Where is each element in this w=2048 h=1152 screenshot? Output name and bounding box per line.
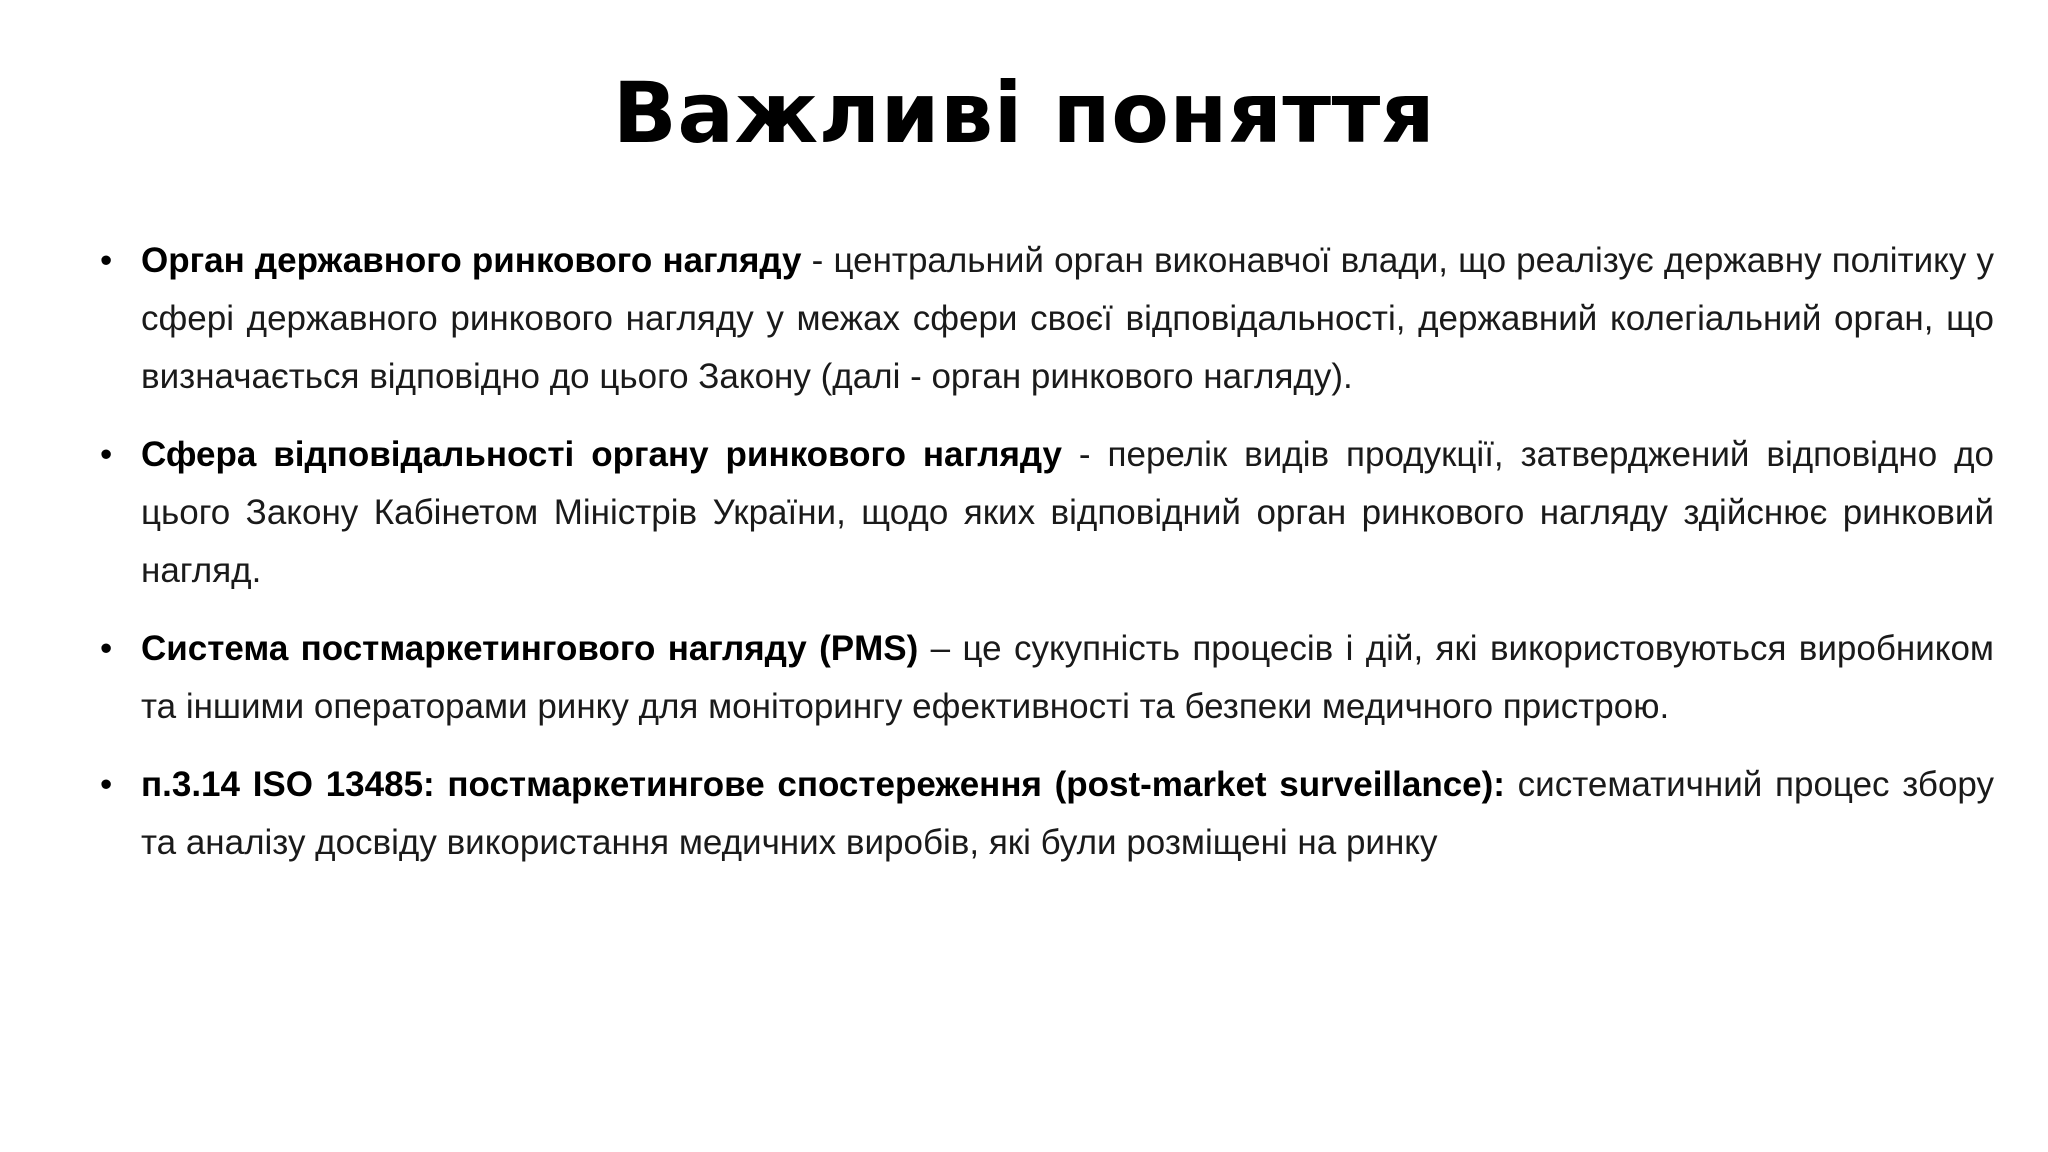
term-label: Сфера відповідальності органу ринкового нагляду — [141, 435, 1062, 474]
list-item — [100, 426, 1994, 600]
bullet-icon: • — [100, 629, 113, 668]
term-label: п.3.14 ISO 13485: постмаркетингове спостереження (post-market surveillance): — [141, 765, 1505, 804]
slide-title: Важливі поняття — [612, 64, 1436, 162]
list-item — [100, 232, 1994, 406]
term-definition: - перелік видів продукції, затверджений відповідно до цього Закону Кабінетом Міністрів України, щодо яких відповідний орган ринкового нагляду здійснює ринковий нагляд. — [141, 435, 1994, 590]
definition-list — [100, 232, 1994, 892]
term-definition: – це сукупність процесів і дій, які використовуються виробником та іншими операторами ринку для моніторингу ефективності та безпеки медичного пристрою. — [141, 629, 1994, 726]
term-definition: - центральний орган виконавчої влади, що реалізує державну політику у сфері державного ринкового нагляду у межах сфери своєї відповідальності, державний колегіальний орган, що визначається відповідно до цього Закону (далі - орган ринкового нагляду). — [141, 241, 1994, 396]
bullet-icon: • — [100, 765, 113, 804]
list-item — [100, 756, 1994, 872]
bullet-icon: • — [100, 241, 113, 280]
term-label: Орган державного ринкового нагляду — [141, 241, 802, 280]
list-item — [100, 620, 1994, 736]
term-definition: систематичний процес збору та аналізу досвіду використання медичних виробів, які були розміщені на ринку — [141, 765, 1994, 862]
bullet-icon: • — [100, 435, 113, 474]
term-label: Система постмаркетингового нагляду (PMS) — [141, 629, 919, 668]
